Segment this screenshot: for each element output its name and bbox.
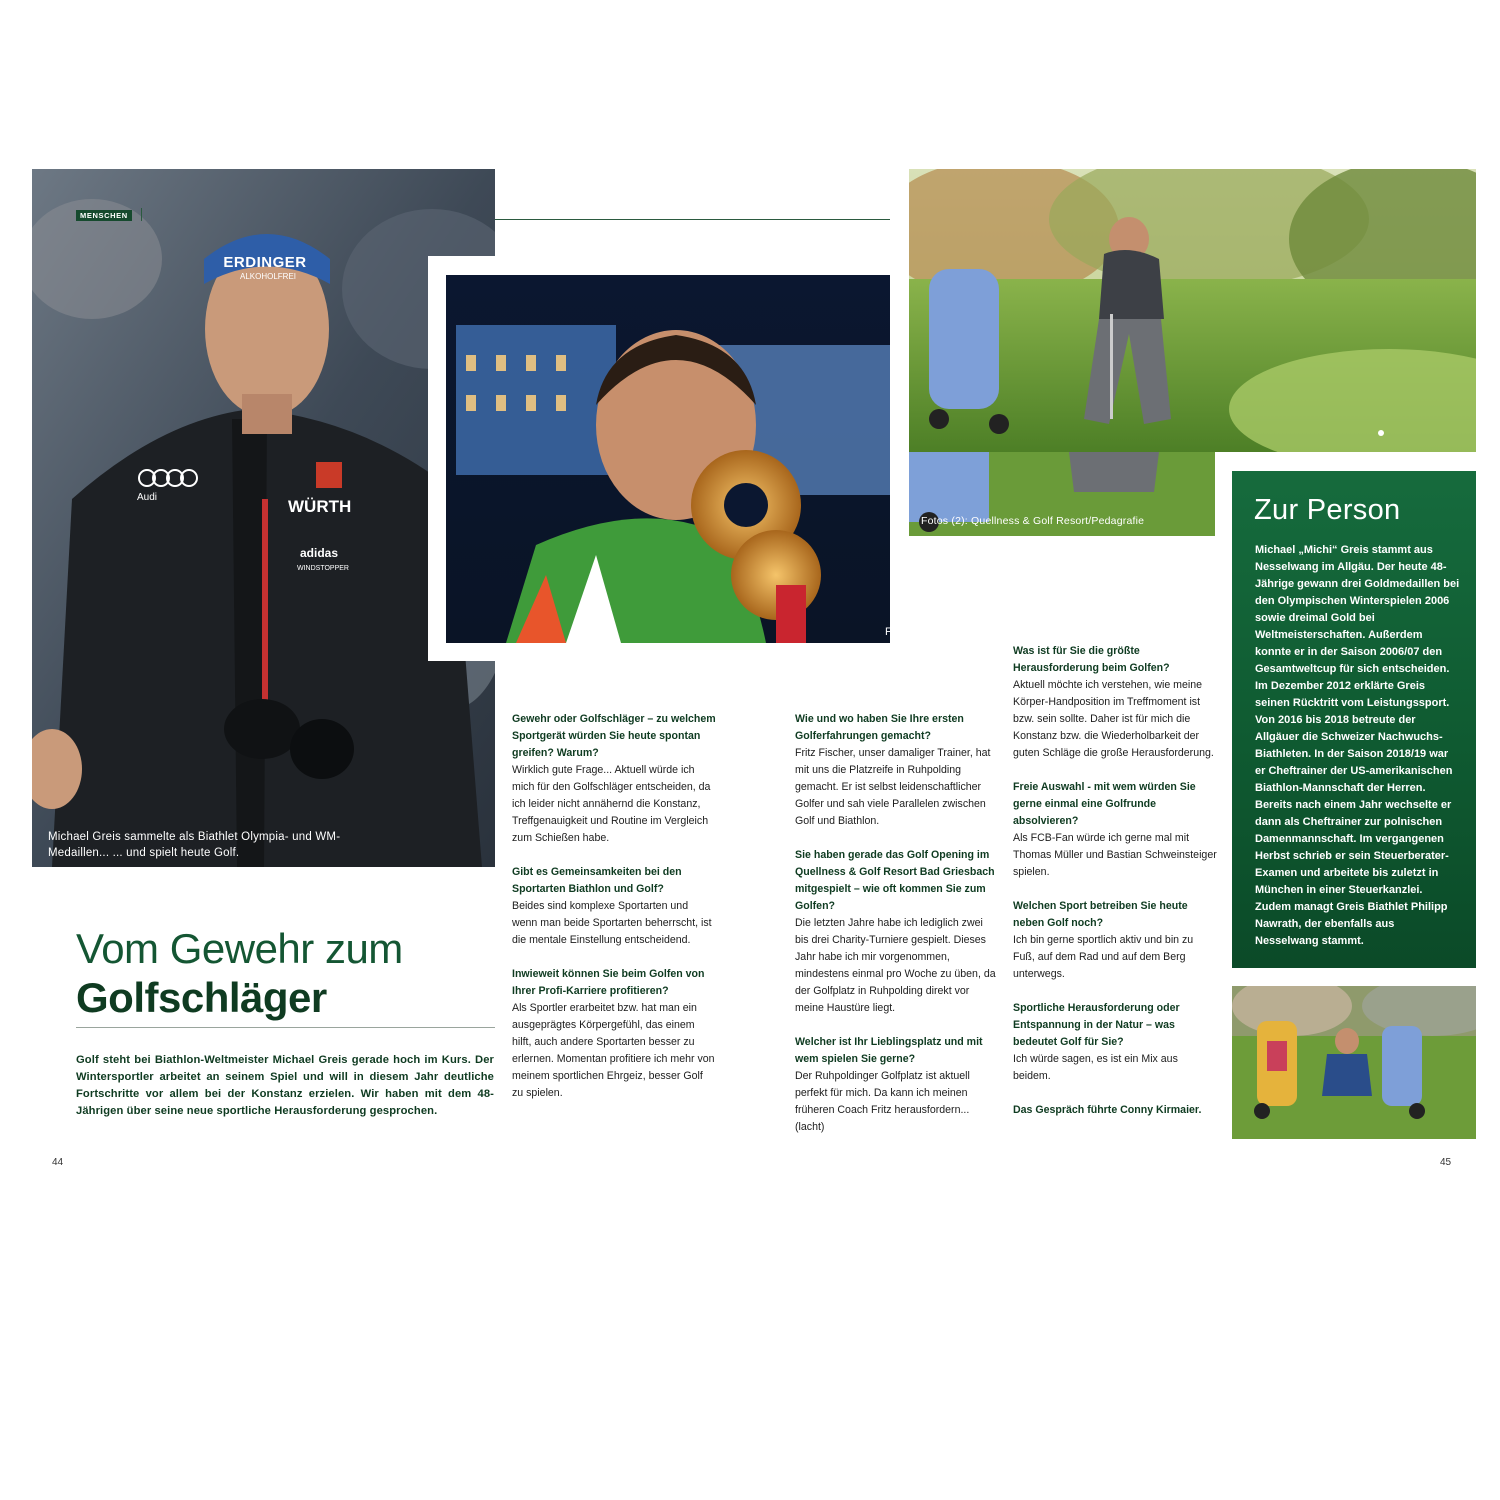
headband-logo: ERDINGER <box>223 254 307 271</box>
question: Welcher ist Ihr Lieblingsplatz und mit wem spielen Sie gerne? <box>795 1036 983 1065</box>
qa-item <box>795 711 999 830</box>
question: Sie haben gerade das Golf Opening im Quellness & Golf Resort Bad Griesbach mitgespielt – wie oft kommen Sie zum Golfen? <box>795 849 995 912</box>
audi-rings-icon <box>137 468 201 493</box>
jacket-audi-logo: Audi <box>137 492 158 503</box>
question: Wie und wo haben Sie Ihre ersten Golferfahrungen gemacht? <box>795 713 964 742</box>
headband-sub-logo: ALKOHOLFREI <box>239 272 296 281</box>
answer: Beides sind komplexe Sportarten und wenn man beide Sportarten beherrscht, ist die mentale Einstellung entscheidend. <box>512 900 712 946</box>
info-box-text: Michael „Michi“ Greis stammt aus Nesselwang im Allgäu. Der heute 48-Jährige gewann drei Goldmedaillen bei den Olympischen Winterspielen 2006 sowie dreimal Gold bei Weltmeisterschaften. Außerdem konnte er in der Saison 2006/07 den Gesamtweltcup für sich entscheiden. Im Dezember 2012 erklärte Greis seinen Rücktritt vom Leistungssport. Von 2016 bis 2018 betreute der Allgäuer die Schweizer Nachwuchs-Biathleten. In der Saison 2018/19 war er Cheftrainer der US-amerikanischen Biathlon-Mannschaft der Herren. Bereits nach einem Jahr wechselte er dann als Cheftrainer zur polnischen Damenmannschaft. Im vergangenen Herbst schrieb er sein Steuerberater-Examen und arbeitete bis zuletzt in München in einer Steuerkanzlei. Zudem managt Greis Biathlet Philipp Nawrath, der ebenfalls aus Nesselwang stammt. <box>1255 544 1460 947</box>
question: Welchen Sport betreiben Sie heute neben Golf noch? <box>1013 900 1188 929</box>
qa-item <box>512 966 716 1102</box>
answer: Der Ruhpoldinger Golfplatz ist aktuell perfekt für mich. Da kann ich meinen früheren Coach Fritz herausfordern... (lacht) <box>795 1070 970 1133</box>
article-title-line1: Vom Gewehr zum <box>76 925 403 972</box>
answer: Als Sportler erarbeitet bzw. hat man ein ausgeprägtes Körpergefühl, das einem hilft, auch andere Sportarten besser zu erlernen. Momentan profitiere ich mehr von meinem sportlichen Ehrgeiz, besser Golf zu spielen. <box>512 1002 715 1099</box>
photo-golf-bags <box>1232 986 1476 1139</box>
answer: Als FCB-Fan würde ich gerne mal mit Thomas Müller und Bastian Schweinsteiger spielen. <box>1013 832 1217 878</box>
qa-item <box>1013 643 1217 762</box>
qa-item <box>512 864 716 949</box>
question: Gewehr oder Golfschläger – zu welchem Sportgerät würden Sie heute spontan greifen? Warum? <box>512 713 716 759</box>
medal-photo-credit: Fotos (2): dpa <box>885 626 957 638</box>
info-box-title: Zur Person <box>1254 494 1401 526</box>
question: Was ist für Sie die größte Herausforderung beim Golfen? <box>1013 645 1170 674</box>
jacket-adidas-logo: adidas <box>300 546 339 560</box>
header-tick <box>141 208 142 221</box>
main-photo-caption: Michael Greis sammelte als Biathlet Olympia- und WM-Medaillen... ... und spielt heute Golf. <box>48 831 341 859</box>
qa-item <box>512 711 716 847</box>
interview-column-2 <box>795 711 999 1153</box>
photo-golf-putting <box>909 169 1476 452</box>
article-lead: Golf steht bei Biathlon-Weltmeister Michael Greis gerade hoch im Kurs. Der Wintersportler arbeitet an seinem Spiel und will in diesem Jahr deutliche Fortschritte vor allem bei der Konstanz erzielen. Wir haben mit dem 48-Jährigen über seine neue sportliche Herausforderung gesprochen. <box>76 1054 494 1117</box>
interview-credit: Das Gespräch führte Conny Kirmaier. <box>1013 1104 1202 1116</box>
qa-item <box>1013 1000 1217 1085</box>
jacket-windstopper-logo: WINDSTOPPER <box>297 565 349 572</box>
answer: Ich würde sagen, es ist ein Mix aus beidem. <box>1013 1053 1178 1082</box>
question: Gibt es Gemeinsamkeiten bei den Sportarten Biathlon und Golf? <box>512 866 682 895</box>
question: Sportliche Herausforderung oder Entspannung in der Natur – was bedeutet Golf für Sie? <box>1013 1002 1180 1048</box>
section-label: MENSCHEN <box>76 210 132 221</box>
qa-item <box>1013 898 1217 983</box>
jacket-sponsor-mark-icon <box>316 462 342 488</box>
answer: Die letzten Jahre habe ich lediglich zwei bis drei Charity-Turniere gespielt. Dieses Jahr habe ich mir vorgenommen, mindestens einmal pro Woche zu üben, da der Golfplatz in Ruhpolding direkt vor meine Haustüre liegt. <box>795 917 996 1014</box>
qa-item <box>795 1034 999 1136</box>
question: Inwieweit können Sie beim Golfen von Ihrer Profi-Karriere profitieren? <box>512 968 705 997</box>
interview-column-3 <box>1013 643 1217 1119</box>
article-title-line2: Golfschläger <box>76 974 327 1021</box>
question: Freie Auswahl - mit wem würden Sie gerne einmal eine Golfrunde absolvieren? <box>1013 781 1196 827</box>
page-number-right: 45 <box>1440 1157 1452 1168</box>
page-number-left: 44 <box>52 1157 64 1168</box>
qa-item <box>795 847 999 1017</box>
qa-item <box>1013 779 1217 881</box>
answer: Aktuell möchte ich verstehen, wie meine Körper-Handposition im Treffmoment ist bzw. sein sollte. Daher ist für mich die Konstanz bzw. die Wiederholbarkeit der guten Schläge die große Herausforderung. <box>1013 679 1214 759</box>
photo-medal-celebration <box>446 275 890 643</box>
interview-column-1 <box>512 711 716 1119</box>
title-divider <box>76 1027 495 1028</box>
answer: Ich bin gerne sportlich aktiv und bin zu Fuß, auf dem Rad und auf dem Berg unterwegs. <box>1013 934 1194 980</box>
jacket-sponsor-logo: WÜRTH <box>288 497 352 516</box>
golf-photo-credit: Fotos (2): Quellness & Golf Resort/Pedagrafie <box>921 515 1145 527</box>
answer: Wirklich gute Frage... Aktuell würde ich mich für den Golfschläger entscheiden, da ich leider nicht annähernd die Konstanz, Treffgenauigkeit und Routine im Vergleich zum Schießen habe. <box>512 764 711 844</box>
answer: Fritz Fischer, unser damaliger Trainer, hat mit uns die Platzreife in Ruhpolding gemacht. Er ist selbst leidenschaftlicher Golfer und sah viele Parallelen zwischen Golf und Biathlon. <box>795 747 991 827</box>
